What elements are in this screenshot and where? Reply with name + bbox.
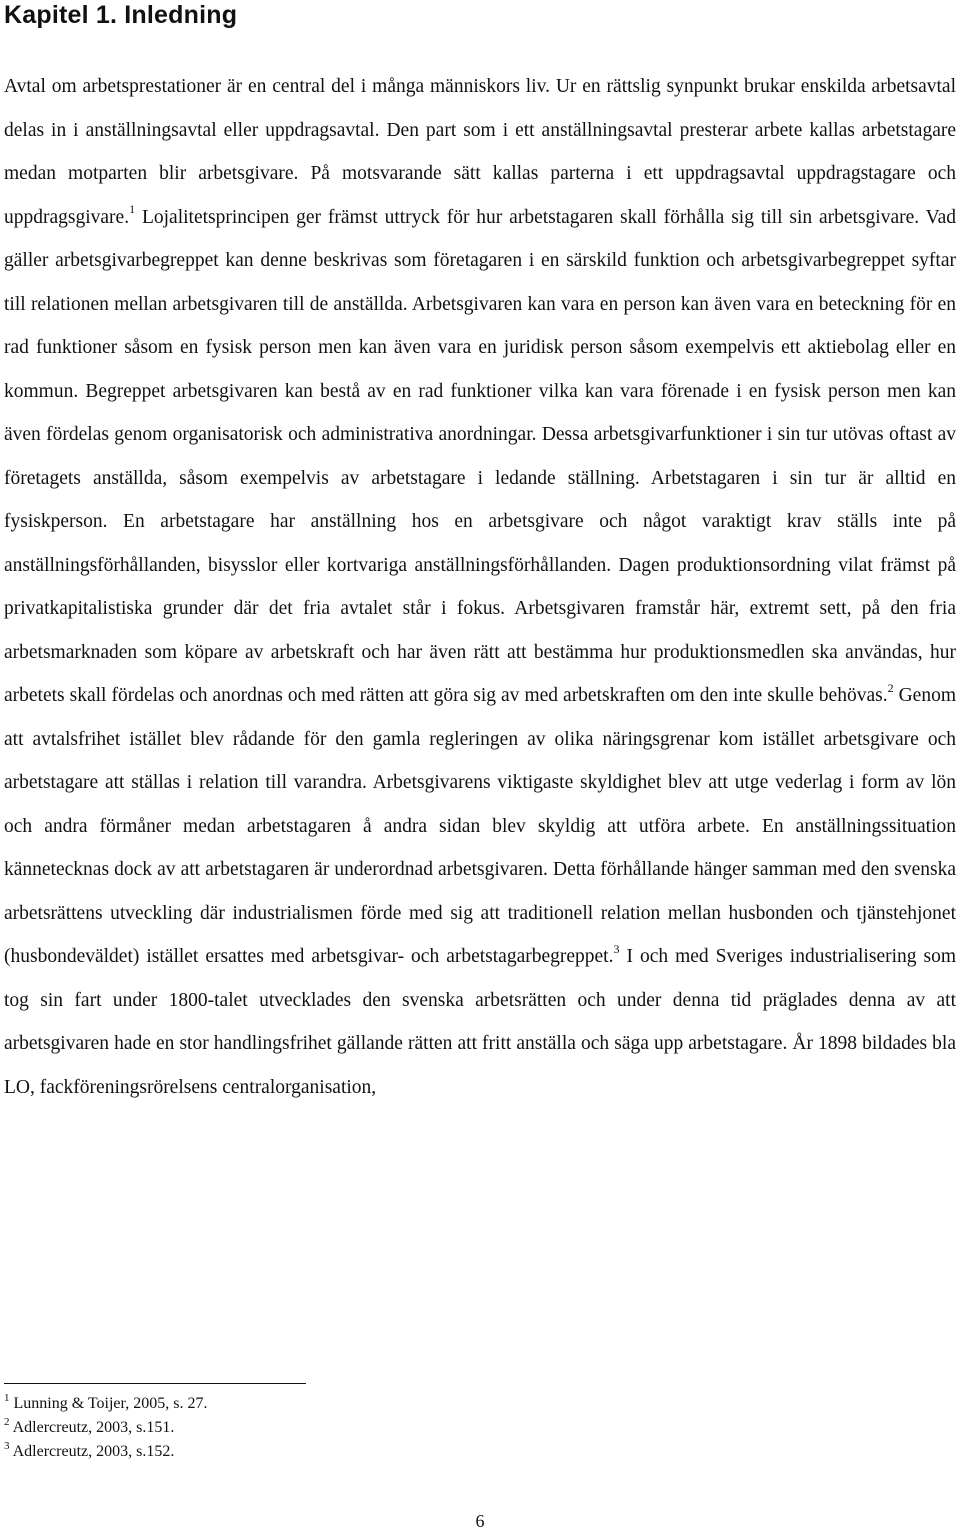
body-text-segment-3: Genom att avtalsfrihet istället blev rådande för den gamla regleringen av olika näringsgrenar kom istället arbetsgivare och arbetstagare att ställas i relation till varandra. Arbetsgivarens viktigaste skyldighet blev att utge vederlag i form av lön och andra förmåner medan arbetstagaren å andra sidan blev skyldig att utföra arbete. En anställningssituation kännetecknas dock av att arbetstagaren är underordnad arbetsgivaren. Detta förhållande hänger samman med den svenska arbetsrättens utveckling där industrialismen förde med sig att traditionell relation mellan husbonden och tjänstehjonet (husbondeväldet) istället ersattes med arbetsgivar- och arbetstagarbegreppet. [4,685,957,967]
footnote-text: Adlercreutz, 2003, s.151. [9,1419,175,1436]
footnote-item [4,1416,207,1440]
footnote-divider [4,1383,306,1384]
footnote-item [4,1440,207,1464]
footnote-number: 2 [4,1415,10,1428]
footnote-ref-1[interactable]: 1 [129,202,136,216]
body-text-segment-4: I och med Sveriges industrialisering som tog sin fart under 1800-talet utvecklades den svenska arbetsrätten och under denna tid präglades denna av att arbetsgivaren hade en stor handlingsfrihet gällande rätten att fritt anställa och säga upp arbetstagare. År 1898 bildades bla LO, fackföreningsrörelsens centralorganisation, [4,946,956,1098]
footnote-number: 3 [4,1439,10,1452]
footnote-ref-3[interactable]: 3 [613,941,620,956]
footnote-ref-2[interactable]: 2 [887,680,894,695]
body-paragraph [4,65,956,1109]
footnote-text: Lunning & Toijer, 2005, s. 27. [9,1395,208,1412]
footnote-item [4,1392,207,1416]
page-number: 6 [475,1511,485,1531]
chapter-heading: Kapitel 1. Inledning [4,1,238,29]
body-text-segment-2: Lojalitetsprincipen ger främst uttryck för hur arbetstagaren skall förhålla sig till sin arbetsgivare. Vad gäller arbetsgivarbegreppet kan denne beskrivas som företagaren i en särskild funktion och arbetsgivarbegreppet syftar till relationen mellan arbetsgivaren till de anställda. Arbetsgivaren kan vara en person kan även vara en beteckning för en rad funktioner såsom en fysisk person men kan även vara en juridisk person såsom exempelvis ett aktiebolag eller en kommun. Begreppet arbetsgivaren kan bestå av en rad funktioner vilka kan vara förenade i en fysisk person men kan även fördelas genom organisatorisk och administrativa anordningar. Dessa arbetsgivarfunktioner i sin tur utövas oftast av företagets anställda, såsom exempelvis av arbetstagare i ledande ställning. Arbetstagaren i sin tur är alltid en fysiskperson. En arbetstagare har anställning hos en arbetsgivare och något varaktigt krav ställs inte på anställningsförhållanden, bisysslor eller kortvariga anställningsförhållanden. Dagen produktionsordning vilat främst på privatkapitalistiska grunder där det fria avtalet står i fokus. Arbetsgivaren framstår här, extremt sett, på den fria arbetsmarknaden som köpare av arbetskraft och har även rätt att bestämma hur produktionsmedlen ska användas, hur arbetets skall fördelas och anordnas och med rätten att göra sig av med arbetskraften om den inte skulle behövas. [4,206,956,706]
footnote-text: Adlercreutz, 2003, s.152. [9,1443,175,1460]
footnote-list [4,1392,207,1464]
body-text-segment-1: Avtal om arbetsprestationer är en central del i många människors liv. Ur en rättslig synpunkt brukar enskilda arbetsavtal delas in i anställningsavtal eller uppdragsavtal. Den part som i ett anställningsavtal presterar arbete kallas arbetstagare medan motparten blir arbetsgivare. På motsvarande sätt kallas parterna i ett uppdragsavtal uppdragstagare och uppdragsgivare. [4,76,956,228]
footnote-number: 1 [4,1391,10,1404]
